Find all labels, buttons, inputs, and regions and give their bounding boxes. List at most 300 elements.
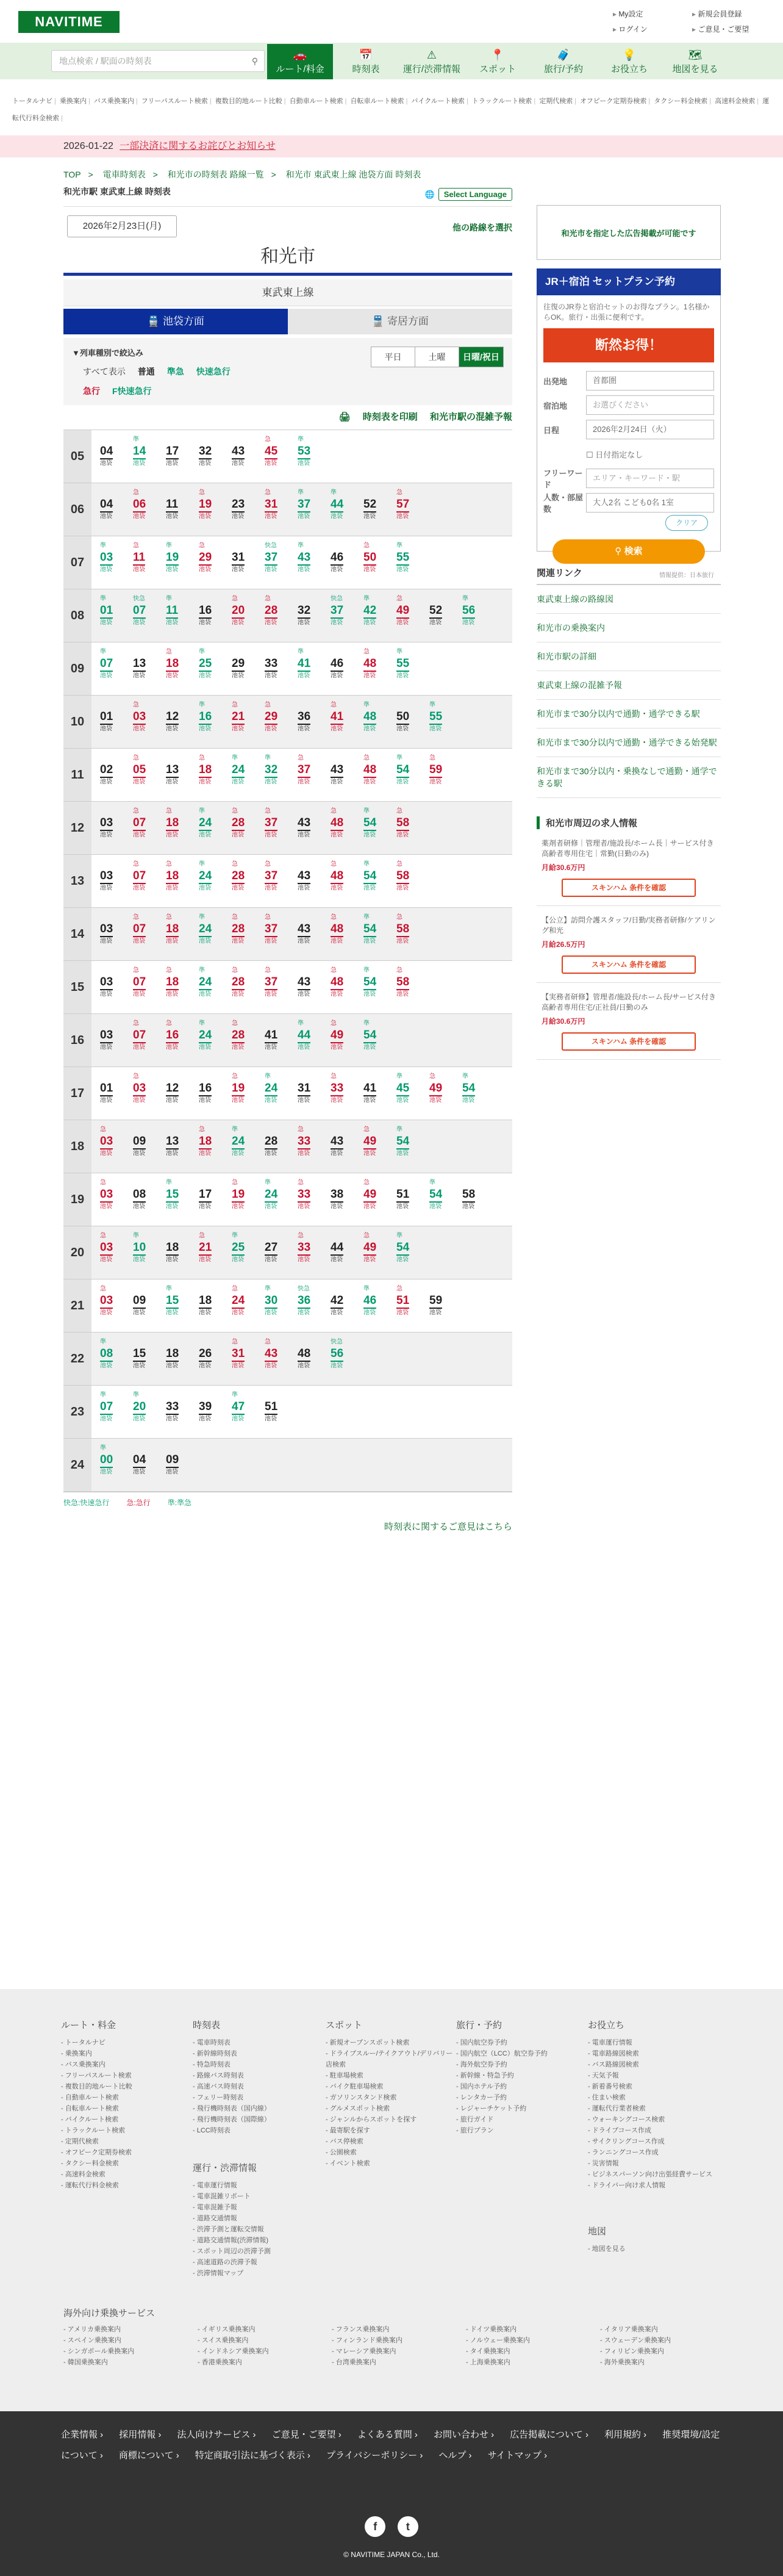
train-time[interactable]	[331, 860, 363, 902]
footer-link[interactable]: - バス乗換案内	[61, 2059, 189, 2070]
footer-link[interactable]: - 渋滞情報マップ	[193, 2268, 321, 2279]
footer-link[interactable]: - 電車混雑リポート	[193, 2191, 321, 2202]
train-time[interactable]	[331, 1019, 363, 1062]
train-time[interactable]	[166, 1284, 199, 1327]
footer-link[interactable]: - ランニングコース作成	[588, 2147, 716, 2158]
footer-link[interactable]: - 運転代行料金検索	[61, 2180, 189, 2191]
corporate-link[interactable]: 広告掲載について ›	[510, 2430, 588, 2440]
train-time[interactable]	[331, 700, 363, 743]
train-time[interactable]	[166, 1231, 199, 1274]
train-time[interactable]	[199, 860, 232, 902]
train-time[interactable]	[363, 1125, 396, 1168]
train-time[interactable]	[100, 1231, 133, 1274]
train-time[interactable]	[298, 1019, 331, 1062]
footer-link[interactable]: - 地図を見る	[588, 2243, 626, 2254]
filter-f-rapid[interactable]: F快速急行	[112, 386, 152, 396]
footer-link[interactable]: - 公園検索	[326, 2147, 454, 2158]
train-time[interactable]	[199, 1231, 232, 1274]
train-time[interactable]	[199, 1125, 232, 1168]
overseas-link[interactable]: - ドイツ乗換案内	[466, 2324, 600, 2335]
footer-link[interactable]: - 新幹線・特急予約	[456, 2070, 584, 2081]
train-time[interactable]	[298, 807, 331, 849]
footer-link[interactable]: - ドライブコース作成	[588, 2125, 716, 2136]
footer-link[interactable]: - 新着番号検索	[588, 2081, 716, 2092]
train-time[interactable]	[298, 435, 331, 478]
overseas-link[interactable]: - 香港乗換案内	[198, 2357, 332, 2368]
train-time[interactable]	[396, 913, 429, 955]
train-time[interactable]	[396, 1178, 429, 1221]
train-time[interactable]	[232, 913, 265, 955]
footer-link[interactable]: - イベント検索	[326, 2158, 454, 2169]
filter-rapid[interactable]: 快速急行	[196, 367, 231, 376]
corporate-link[interactable]: サイトマップ ›	[488, 2450, 548, 2461]
train-time[interactable]	[166, 1072, 199, 1115]
nav-calendar[interactable]	[333, 44, 399, 79]
train-time[interactable]	[199, 913, 232, 955]
footer-link[interactable]: - ガソリンスタンド検索	[326, 2092, 454, 2103]
train-time[interactable]	[363, 966, 396, 1009]
footer-link[interactable]: - フリーパスルート検索	[61, 2070, 189, 2081]
clear-button[interactable]: クリア	[665, 515, 708, 531]
overseas-link[interactable]: - 韓国乗換案内	[63, 2357, 198, 2368]
train-time[interactable]	[396, 754, 429, 796]
train-time[interactable]	[133, 435, 166, 478]
overseas-link[interactable]: - マレーシア乗換案内	[332, 2346, 466, 2357]
train-time[interactable]	[298, 1072, 331, 1115]
nav-suitcase[interactable]	[531, 44, 596, 79]
train-time[interactable]	[100, 594, 133, 637]
train-time[interactable]	[429, 754, 462, 796]
other-lines-link[interactable]: 他の路線を選択	[452, 223, 512, 232]
train-time[interactable]	[396, 966, 429, 1009]
footer-link[interactable]: - 災害情報	[588, 2158, 716, 2169]
footer-link[interactable]: - スポット周辺の渋滞予測	[193, 2246, 321, 2257]
train-time[interactable]	[166, 594, 199, 637]
related-link[interactable]: 和光市まで30分以内で通勤・通学できる始発駅	[537, 729, 721, 757]
filter-title[interactable]: ▼列車種別で絞込み	[72, 348, 143, 358]
corporate-link[interactable]: 法人向けサービス ›	[177, 2430, 256, 2440]
train-time[interactable]	[232, 1072, 265, 1115]
overseas-link[interactable]: - 海外乗換案内	[600, 2357, 734, 2368]
train-time[interactable]	[298, 1178, 331, 1221]
footer-link[interactable]: - 自転車ルート検索	[61, 2103, 189, 2114]
train-time[interactable]	[331, 488, 363, 531]
corporate-link[interactable]: 商標について ›	[119, 2450, 179, 2461]
notice-link[interactable]: 一部決済に関するお詫びとお知らせ	[120, 141, 276, 151]
overseas-link[interactable]: - イタリア乗換案内	[600, 2324, 734, 2335]
corporate-link[interactable]: よくある質問 ›	[357, 2430, 418, 2440]
train-time[interactable]	[100, 1178, 133, 1221]
train-time[interactable]	[199, 1178, 232, 1221]
footer-link[interactable]: - バス路線図検索	[588, 2059, 716, 2070]
train-time[interactable]	[298, 488, 331, 531]
train-time[interactable]	[265, 807, 298, 849]
train-time[interactable]	[199, 488, 232, 531]
train-time[interactable]	[133, 860, 166, 902]
train-time[interactable]	[331, 1178, 363, 1221]
train-time[interactable]	[199, 1019, 232, 1062]
train-time[interactable]	[232, 1391, 265, 1433]
footer-link[interactable]: - レンタカー予約	[456, 2092, 584, 2103]
footer-link[interactable]: - 路線バス時刻表	[193, 2070, 321, 2081]
train-time[interactable]	[100, 1284, 133, 1327]
train-time[interactable]	[232, 966, 265, 1009]
tab-yorii[interactable]: 🚆 寄居方面	[288, 309, 512, 334]
train-time[interactable]	[396, 488, 429, 531]
train-time[interactable]	[166, 913, 199, 955]
train-time[interactable]	[331, 647, 363, 690]
footer-link[interactable]: - 高速道路の渋滞予報	[193, 2257, 321, 2268]
train-time[interactable]	[100, 1072, 133, 1115]
footer-link[interactable]: - LCC時刻表	[193, 2125, 321, 2136]
train-time[interactable]	[331, 1284, 363, 1327]
train-time[interactable]	[265, 1284, 298, 1327]
footer-link[interactable]: - 新幹線時刻表	[193, 2048, 321, 2059]
train-time[interactable]	[199, 647, 232, 690]
train-time[interactable]	[166, 1391, 199, 1433]
overseas-link[interactable]: - スイス乗換案内	[198, 2335, 332, 2346]
footer-link[interactable]: - 駐車場検索	[326, 2070, 454, 2081]
train-time[interactable]	[166, 1125, 199, 1168]
footer-link[interactable]: - ウォーキングコース検索	[588, 2114, 716, 2125]
footer-link[interactable]: - ドライブスルー/テイクアウト/デリバリー店検索	[326, 2048, 454, 2070]
job-desc[interactable]: 薬剤者研修｜管理者/施設長/ホーム長｜サービス付き高齢者専用住宅｜常勤(日勤のみ)	[542, 839, 714, 858]
corporate-link[interactable]: 推奨環境/設定について ›	[61, 2430, 720, 2461]
footer-link[interactable]: - 特急時刻表	[193, 2059, 321, 2070]
train-time[interactable]	[133, 1178, 166, 1221]
overseas-link[interactable]: - 上海乗換案内	[466, 2357, 600, 2368]
train-time[interactable]	[133, 1072, 166, 1115]
train-time[interactable]	[166, 966, 199, 1009]
train-time[interactable]	[232, 700, 265, 743]
train-time[interactable]	[265, 541, 298, 584]
train-time[interactable]	[429, 1178, 462, 1221]
train-time[interactable]	[199, 594, 232, 637]
overseas-link[interactable]: - フランス乗換案内	[332, 2324, 466, 2335]
train-time[interactable]	[298, 913, 331, 955]
train-time[interactable]	[133, 1284, 166, 1327]
overseas-link[interactable]: - イギリス乗換案内	[198, 2324, 332, 2335]
subnav-item[interactable]: オフピーク定期券検索 |	[580, 98, 650, 105]
date-input[interactable]: 2026年2月24日（火）	[586, 420, 714, 439]
footer-link[interactable]: - 国内ホテル予約	[456, 2081, 584, 2092]
corporate-link[interactable]: ヘルプ ›	[438, 2450, 471, 2461]
train-time[interactable]	[298, 1231, 331, 1274]
train-time[interactable]	[100, 488, 133, 531]
train-time[interactable]	[166, 488, 199, 531]
train-time[interactable]	[199, 700, 232, 743]
train-time[interactable]	[133, 700, 166, 743]
corporate-link[interactable]: お問い合わせ ›	[434, 2430, 494, 2440]
train-time[interactable]	[298, 860, 331, 902]
keyword-input[interactable]: エリア・キーワード・駅	[586, 469, 714, 488]
train-time[interactable]	[265, 1125, 298, 1168]
language-selector[interactable]	[425, 188, 513, 201]
nav-pin[interactable]	[465, 44, 531, 79]
train-time[interactable]	[166, 435, 199, 478]
train-time[interactable]	[133, 754, 166, 796]
train-time[interactable]	[363, 1072, 396, 1115]
search-button[interactable]: ⚲ 検索	[552, 539, 705, 564]
register-link[interactable]: ▸ 新規会員登録	[692, 9, 771, 19]
search-input[interactable]: 地点検索 / 駅面の時刻表 ⚲	[51, 50, 265, 72]
corporate-link[interactable]: プライバシーポリシー ›	[326, 2450, 423, 2461]
train-time[interactable]	[462, 1178, 495, 1221]
job-button[interactable]: スキンハム 条件を確認	[562, 955, 696, 974]
overseas-link[interactable]: - シンガポール乗換案内	[63, 2346, 198, 2357]
train-time[interactable]	[133, 1391, 166, 1433]
train-time[interactable]	[232, 860, 265, 902]
overseas-link[interactable]: - スペイン乗換案内	[63, 2335, 198, 2346]
train-time[interactable]	[396, 1125, 429, 1168]
footer-link[interactable]: - 住まい検索	[588, 2092, 716, 2103]
train-time[interactable]	[133, 913, 166, 955]
train-time[interactable]	[429, 1072, 462, 1115]
nav-car[interactable]	[267, 44, 333, 79]
train-time[interactable]	[166, 700, 199, 743]
train-time[interactable]	[133, 488, 166, 531]
footer-link[interactable]: - トータルナビ	[61, 2037, 189, 2048]
footer-link[interactable]: - グルメスポット検索	[326, 2103, 454, 2114]
train-time[interactable]	[133, 594, 166, 637]
filter-express[interactable]: 急行	[83, 386, 100, 396]
train-time[interactable]	[199, 1284, 232, 1327]
train-time[interactable]	[331, 1125, 363, 1168]
train-time[interactable]	[232, 1284, 265, 1327]
subnav-item[interactable]: 自転車ルート検索 |	[351, 98, 408, 105]
search-icon[interactable]: ⚲	[251, 56, 258, 66]
overseas-link[interactable]: - フィンランド乗換案内	[332, 2335, 466, 2346]
train-time[interactable]	[199, 1337, 232, 1380]
train-time[interactable]	[166, 754, 199, 796]
footer-link[interactable]: - オフピーク定期券検索	[61, 2147, 189, 2158]
train-time[interactable]	[232, 435, 265, 478]
facebook-icon[interactable]: f	[365, 2516, 385, 2537]
subnav-item[interactable]: 複数目的地ルート比較 |	[215, 98, 286, 105]
train-time[interactable]	[396, 860, 429, 902]
train-time[interactable]	[133, 1337, 166, 1380]
train-time[interactable]	[199, 1072, 232, 1115]
breadcrumb-item[interactable]: 電車時刻表	[102, 170, 146, 179]
subnav-item[interactable]: タクシー料金検索 |	[654, 98, 711, 105]
train-time[interactable]	[232, 541, 265, 584]
job-button[interactable]: スキンハム 条件を確認	[562, 879, 696, 897]
train-time[interactable]	[100, 807, 133, 849]
footer-link[interactable]: - 運転代行業者検索	[588, 2103, 716, 2114]
date-picker[interactable]: 2026年2月23日(月)	[67, 215, 177, 237]
related-link[interactable]: 和光市まで30分以内・乗換なしで通勤・通学できる駅	[537, 757, 721, 798]
train-time[interactable]	[166, 541, 199, 584]
train-time[interactable]	[298, 1284, 331, 1327]
train-time[interactable]	[166, 1019, 199, 1062]
train-time[interactable]	[363, 700, 396, 743]
train-time[interactable]	[363, 754, 396, 796]
train-time[interactable]	[265, 1337, 298, 1380]
train-time[interactable]	[298, 541, 331, 584]
train-time[interactable]	[462, 594, 495, 637]
footer-link[interactable]: - フェリー時刻表	[193, 2092, 321, 2103]
overseas-link[interactable]: - インドネシア乗換案内	[198, 2346, 332, 2357]
train-time[interactable]	[396, 594, 429, 637]
train-time[interactable]	[298, 754, 331, 796]
train-time[interactable]	[100, 647, 133, 690]
job-desc[interactable]: 【実務者研修】管理者/施設長/ホーム長/サービス付き高齢者専用住宅/正社員/日勤のみ	[542, 993, 717, 1012]
overseas-link[interactable]: - スウェーデン乗換案内	[600, 2335, 734, 2346]
corporate-link[interactable]: 企業情報 ›	[61, 2430, 103, 2440]
train-time[interactable]	[265, 594, 298, 637]
train-time[interactable]	[232, 807, 265, 849]
train-time[interactable]	[363, 1019, 396, 1062]
train-time[interactable]	[462, 1072, 495, 1115]
train-time[interactable]	[363, 807, 396, 849]
train-time[interactable]	[232, 1337, 265, 1380]
train-time[interactable]	[100, 1444, 133, 1486]
subnav-item[interactable]: 高速料金検索 |	[715, 98, 759, 105]
train-time[interactable]	[265, 913, 298, 955]
train-time[interactable]	[331, 807, 363, 849]
train-time[interactable]	[265, 754, 298, 796]
filter-all[interactable]: すべて表示	[83, 367, 126, 376]
to-select[interactable]: お選びください	[586, 395, 714, 415]
overseas-link[interactable]: - タイ乗換案内	[466, 2346, 600, 2357]
footer-link[interactable]: - 飛行機時刻表（国内線）	[193, 2103, 321, 2114]
footer-link[interactable]: - 複数目的地ルート比較	[61, 2081, 189, 2092]
train-time[interactable]	[331, 754, 363, 796]
footer-link[interactable]: - 高速バス時刻表	[193, 2081, 321, 2092]
footer-link[interactable]: - 定期代検索	[61, 2136, 189, 2147]
train-time[interactable]	[363, 488, 396, 531]
filter-semi[interactable]: 準急	[166, 367, 184, 376]
train-time[interactable]	[265, 860, 298, 902]
login-link[interactable]: ▸ ログイン	[613, 24, 692, 34]
train-time[interactable]	[363, 1231, 396, 1274]
train-time[interactable]	[100, 860, 133, 902]
subnav-item[interactable]: 定期代検索 |	[539, 98, 576, 105]
jr-banner[interactable]: 断然お得！	[543, 328, 714, 362]
footer-link[interactable]: - 高速料金検索	[61, 2169, 189, 2180]
train-time[interactable]	[265, 435, 298, 478]
twitter-icon[interactable]: t	[398, 2516, 418, 2537]
corporate-link[interactable]: 利用規約 ›	[604, 2430, 646, 2440]
train-time[interactable]	[396, 1284, 429, 1327]
related-link[interactable]: 東武東上線の路線図	[537, 585, 721, 614]
train-time[interactable]	[265, 1231, 298, 1274]
job-button[interactable]: スキンハム 条件を確認	[562, 1032, 696, 1051]
footer-link[interactable]: - 最寄駅を探す	[326, 2125, 454, 2136]
train-time[interactable]	[199, 1391, 232, 1433]
corporate-link[interactable]: 採用情報 ›	[119, 2430, 161, 2440]
guests-select[interactable]: 大人2名 こども0名 1室	[586, 493, 714, 513]
train-time[interactable]	[298, 1125, 331, 1168]
nav-lightbulb[interactable]	[596, 44, 662, 79]
train-time[interactable]	[331, 594, 363, 637]
footer-link[interactable]: - 電車混雑予報	[193, 2202, 321, 2213]
train-time[interactable]	[331, 966, 363, 1009]
train-time[interactable]	[298, 647, 331, 690]
train-time[interactable]	[232, 647, 265, 690]
footer-link[interactable]: - 乗換案内	[61, 2048, 189, 2059]
subnav-item[interactable]: トラックルート検索 |	[472, 98, 535, 105]
subnav-item[interactable]: バイクルート検索 |	[411, 98, 468, 105]
train-time[interactable]	[363, 541, 396, 584]
train-time[interactable]	[133, 1125, 166, 1168]
train-time[interactable]	[100, 966, 133, 1009]
from-select[interactable]: 首都圏	[586, 371, 714, 390]
train-time[interactable]	[265, 1178, 298, 1221]
footer-link[interactable]: - 電車路線図検索	[588, 2048, 716, 2059]
footer-link[interactable]: - 天気予報	[588, 2070, 716, 2081]
subnav-item[interactable]: 自動車ルート検索 |	[290, 98, 347, 105]
related-link[interactable]: 和光市の乗換案内	[537, 614, 721, 642]
train-time[interactable]	[232, 594, 265, 637]
corporate-link[interactable]: 特定商取引法に基づく表示 ›	[195, 2450, 310, 2461]
footer-link[interactable]: - レジャーチケット予約	[456, 2103, 584, 2114]
train-time[interactable]	[133, 966, 166, 1009]
train-time[interactable]	[396, 1072, 429, 1115]
footer-link[interactable]: - トラックルート検索	[61, 2125, 189, 2136]
congestion-link[interactable]: 和光市駅の混雑予報	[429, 412, 512, 422]
train-time[interactable]	[166, 647, 199, 690]
train-time[interactable]	[100, 541, 133, 584]
train-time[interactable]	[232, 754, 265, 796]
overseas-link[interactable]: - アメリカ乗換案内	[63, 2324, 198, 2335]
train-time[interactable]	[100, 913, 133, 955]
footer-link[interactable]: - 飛行機時刻表（国際線）	[193, 2114, 321, 2125]
train-time[interactable]	[331, 541, 363, 584]
footer-link[interactable]: - ジャンルからスポットを探す	[326, 2114, 454, 2125]
subnav-item[interactable]: バス乗換案内 |	[94, 98, 138, 105]
tab-holiday[interactable]: 日曜/祝日	[459, 347, 503, 367]
footer-link[interactable]: - 自動車ルート検索	[61, 2092, 189, 2103]
train-time[interactable]	[133, 1444, 166, 1486]
train-time[interactable]	[199, 807, 232, 849]
footer-link[interactable]: - 旅行プラン	[456, 2125, 584, 2136]
breadcrumb-item[interactable]: TOP	[63, 170, 81, 179]
train-time[interactable]	[265, 1391, 298, 1433]
related-link[interactable]: 和光市駅の詳細	[537, 642, 721, 671]
train-time[interactable]	[100, 700, 133, 743]
train-time[interactable]	[100, 1019, 133, 1062]
language-select[interactable]: Select Language	[438, 188, 512, 201]
subnav-item[interactable]: フリーパスルート検索 |	[141, 98, 212, 105]
train-time[interactable]	[166, 807, 199, 849]
train-time[interactable]	[133, 807, 166, 849]
footer-link[interactable]: - 電車運行情報	[588, 2037, 716, 2048]
train-time[interactable]	[429, 700, 462, 743]
train-time[interactable]	[232, 1231, 265, 1274]
train-time[interactable]	[166, 860, 199, 902]
train-time[interactable]	[133, 1019, 166, 1062]
train-time[interactable]	[298, 594, 331, 637]
train-time[interactable]	[396, 541, 429, 584]
footer-link[interactable]: - サイクリングコース作成	[588, 2136, 716, 2147]
feedback-link[interactable]: ▸ ご意見・ご要望	[692, 24, 771, 34]
train-time[interactable]	[133, 1231, 166, 1274]
train-time[interactable]	[363, 594, 396, 637]
train-time[interactable]	[265, 700, 298, 743]
train-time[interactable]	[363, 1178, 396, 1221]
train-time[interactable]	[363, 1284, 396, 1327]
train-time[interactable]	[166, 1444, 199, 1486]
corporate-link[interactable]: ご意見・ご要望 ›	[272, 2430, 341, 2440]
footer-link[interactable]: - バス停検索	[326, 2136, 454, 2147]
train-time[interactable]	[232, 1125, 265, 1168]
train-time[interactable]	[396, 1231, 429, 1274]
train-time[interactable]	[396, 700, 429, 743]
footer-link[interactable]: - 旅行ガイド	[456, 2114, 584, 2125]
overseas-link[interactable]: - 台湾乗換案内	[332, 2357, 466, 2368]
subnav-item[interactable]: 運転代行料金検索 |	[12, 98, 769, 122]
